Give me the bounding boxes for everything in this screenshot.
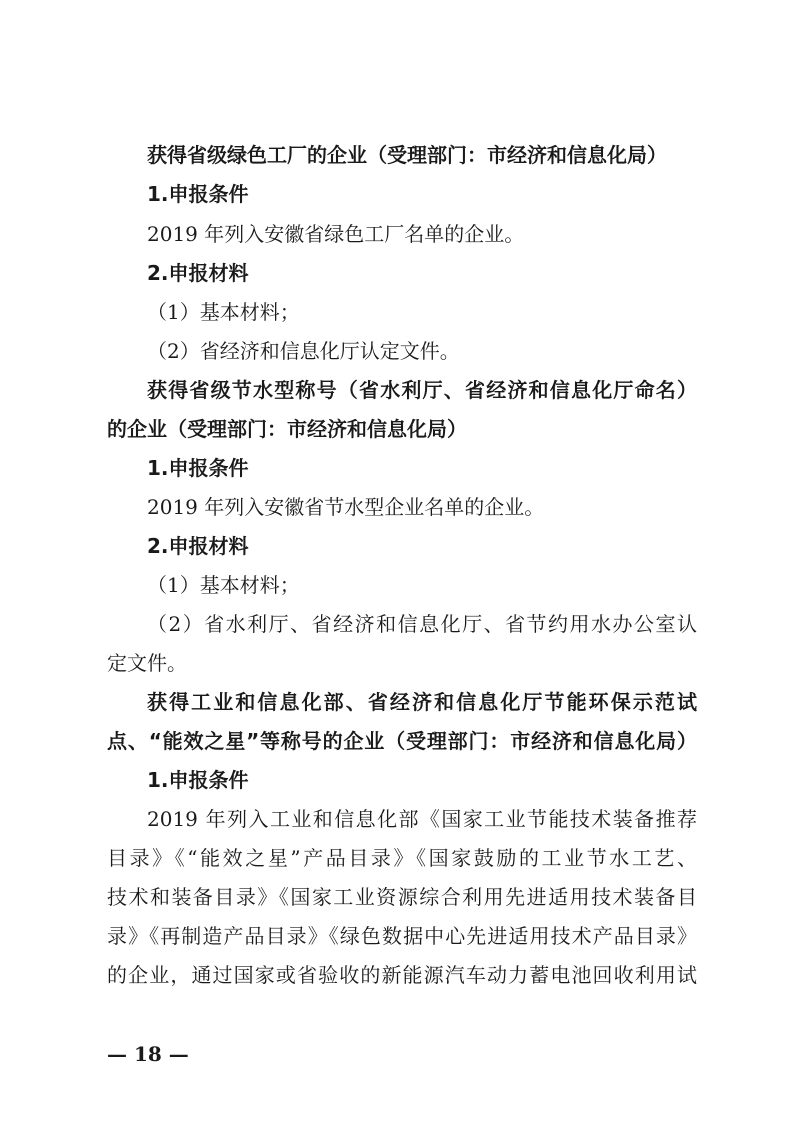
section-heading-water-saving: 获得省级节水型称号（省水利厅、省经济和信息化厅命名） xyxy=(147,378,697,402)
paragraph-cont: 录》《再制造产品目录》《绿色数据中心先进适用技术产品目录》 xyxy=(107,924,697,948)
list-item: （1）基本材料； xyxy=(147,300,300,324)
paragraph: 2019 年列入工业和信息化部《国家工业节能技术装备推荐 xyxy=(147,807,697,831)
paragraph-cont: 目录》《“能效之星”产品目录》《国家鼓励的工业节水工艺、 xyxy=(107,846,697,870)
subheading-conditions: 1.申报条件 xyxy=(147,456,249,480)
list-item: （2）省水利厅、省经济和信息化厅、省节约用水办公室认 xyxy=(147,612,697,636)
subheading-conditions: 1.申报条件 xyxy=(147,182,249,206)
list-item-cont: 定文件。 xyxy=(107,651,187,675)
subheading-materials: 2.申报材料 xyxy=(147,534,249,558)
paragraph: 2019 年列入安徽省绿色工厂名单的企业。 xyxy=(147,222,525,246)
section-heading-energy-saving: 获得工业和信息化部、省经济和信息化厅节能环保示范试 xyxy=(147,690,697,714)
section-heading-green-factory: 获得省级绿色工厂的企业（受理部门：市经济和信息化局） xyxy=(147,143,667,167)
subheading-conditions: 1.申报条件 xyxy=(147,768,249,792)
section-heading-energy-saving-cont: 点、“能效之星”等称号的企业（受理部门：市经济和信息化局） xyxy=(107,729,697,753)
paragraph-cont: 的企业，通过国家或省验收的新能源汽车动力蓄电池回收利用试 xyxy=(107,963,697,987)
list-item: （2）省经济和信息化厅认定文件。 xyxy=(147,339,460,363)
list-item: （1）基本材料； xyxy=(147,573,300,597)
subheading-materials: 2.申报材料 xyxy=(147,261,249,285)
page-number: — 18 — xyxy=(107,1042,189,1066)
paragraph-cont: 技术和装备目录》《国家工业资源综合利用先进适用技术装备目 xyxy=(107,885,697,909)
section-heading-water-saving-cont: 的企业（受理部门：市经济和信息化局） xyxy=(107,417,467,441)
paragraph: 2019 年列入安徽省节水型企业名单的企业。 xyxy=(147,495,545,519)
